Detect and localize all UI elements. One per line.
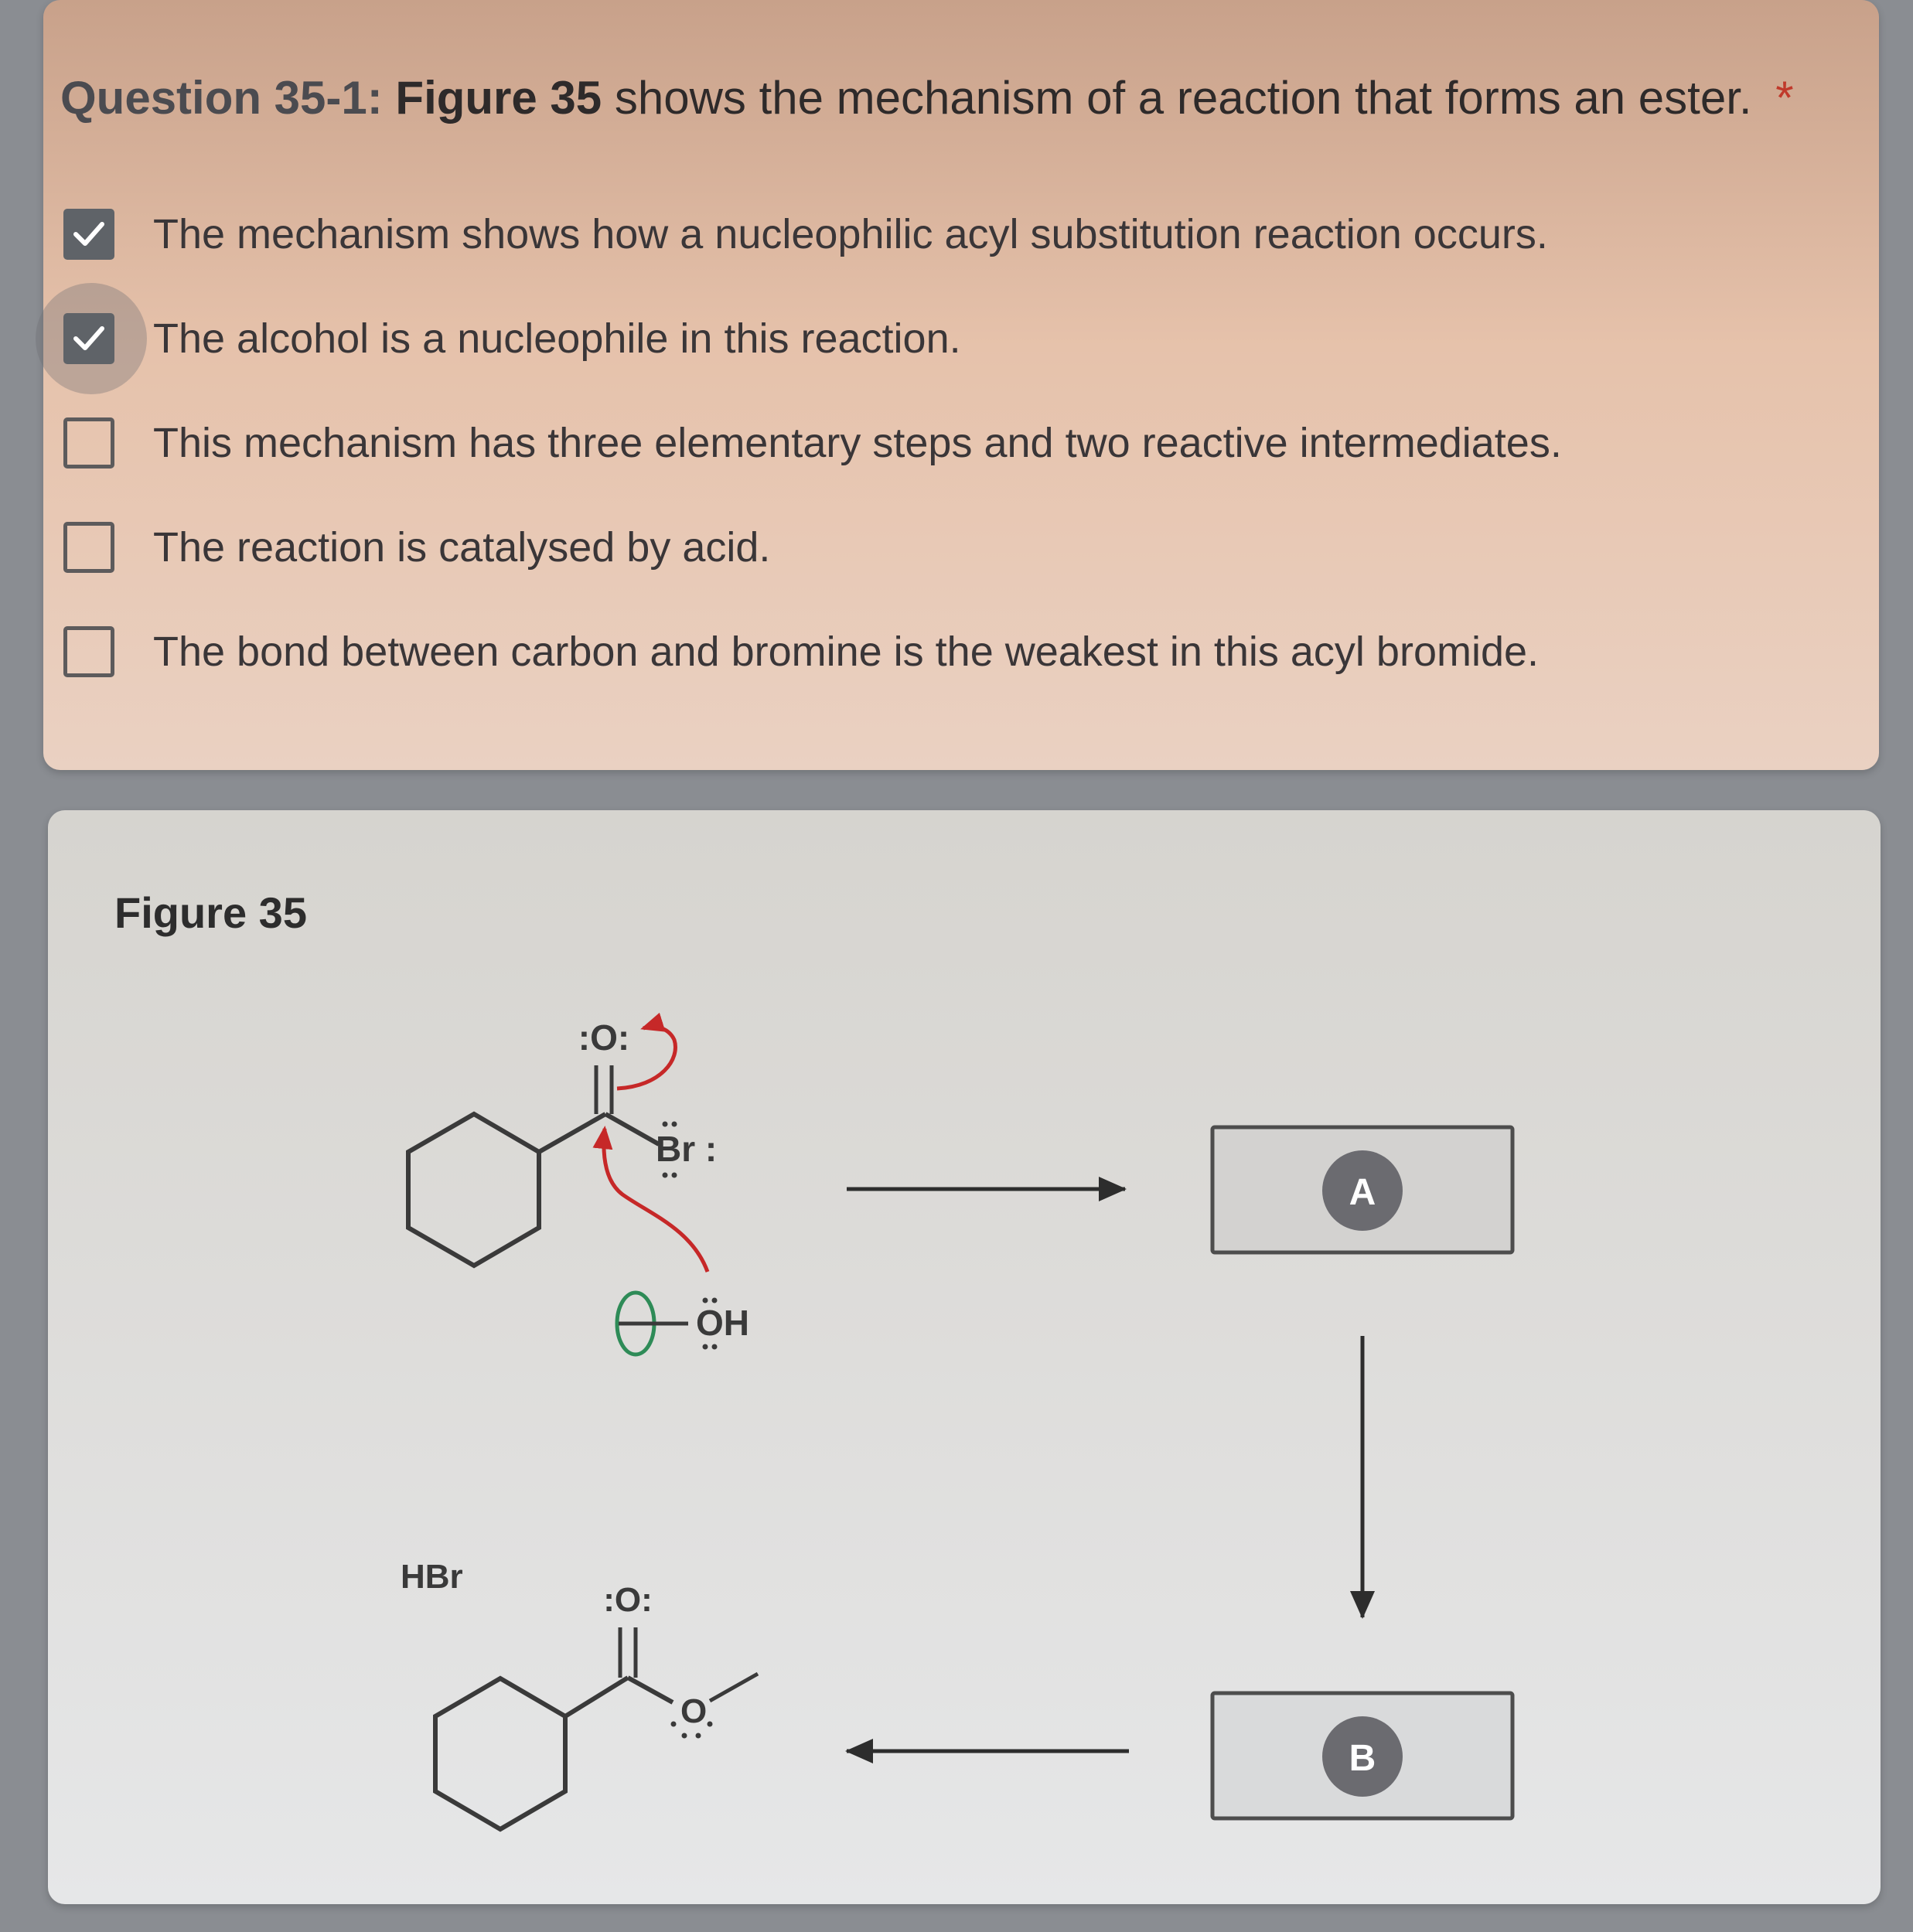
- question-number: Question 35-1:: [60, 72, 383, 124]
- ester-oxygen-label: O: [680, 1692, 708, 1730]
- lone-pair-dot: [663, 1173, 668, 1178]
- option-label: The alcohol is a nucleophile in this reaction.: [153, 315, 961, 362]
- ring-to-carbonyl-bond: [539, 1114, 605, 1152]
- figure-title: Figure 35: [114, 888, 307, 937]
- required-marker: *: [1775, 72, 1794, 124]
- methyl-bond: [710, 1674, 758, 1701]
- lone-pair-dot: [696, 1733, 701, 1739]
- lone-pair-dot: [663, 1122, 668, 1127]
- hydroxyl-label: OH: [696, 1303, 749, 1343]
- badge-b-label: B: [1349, 1738, 1376, 1779]
- bromine-label: Br :: [656, 1129, 718, 1169]
- figure-reference: Figure 35: [395, 72, 602, 124]
- lone-pair-dot: [703, 1298, 708, 1303]
- carbonyl-oxygen-label: :O:: [578, 1017, 630, 1058]
- lone-pair-dot: [712, 1298, 718, 1303]
- product-ester: [435, 1581, 758, 1829]
- lone-pair-dot: [671, 1722, 677, 1727]
- option-label: The mechanism shows how a nucleophilic acyl substitution reaction occurs.: [153, 211, 1548, 257]
- option-label: The reaction is catalysed by acid.: [153, 524, 771, 571]
- option-label: The bond between carbon and bromine is the weakest in this acyl bromide.: [153, 629, 1540, 675]
- badge-a-label: A: [1349, 1172, 1376, 1213]
- lone-pair-dot: [682, 1733, 687, 1739]
- hbr-label: HBr: [401, 1558, 463, 1596]
- product-carbonyl-oxygen-label: :O:: [603, 1581, 653, 1619]
- carbon-bromine-bond: [605, 1114, 659, 1144]
- lone-pair-dot: [708, 1722, 713, 1727]
- lone-pair-dot: [672, 1122, 677, 1127]
- ring-to-carbonyl-bond: [565, 1678, 628, 1716]
- lone-pair-dot: [703, 1344, 708, 1350]
- option-label: This mechanism has three elementary steps and two reactive intermediates.: [153, 420, 1562, 466]
- question-text: shows the mechanism of a reaction that forms an ester.: [614, 72, 1752, 124]
- lone-pair-dot: [672, 1173, 677, 1178]
- nucleophile-alcohol: [617, 1293, 749, 1354]
- reactant-acyl-bromide: [408, 1017, 717, 1272]
- carbonyl-to-oxygen-bond: [628, 1678, 673, 1702]
- intermediate-box-a[interactable]: [1212, 1127, 1512, 1252]
- lone-pair-dot: [712, 1344, 718, 1350]
- intermediate-box-b[interactable]: [1212, 1693, 1512, 1818]
- cyclohexane-ring: [408, 1114, 539, 1266]
- cyclohexane-ring: [435, 1678, 565, 1829]
